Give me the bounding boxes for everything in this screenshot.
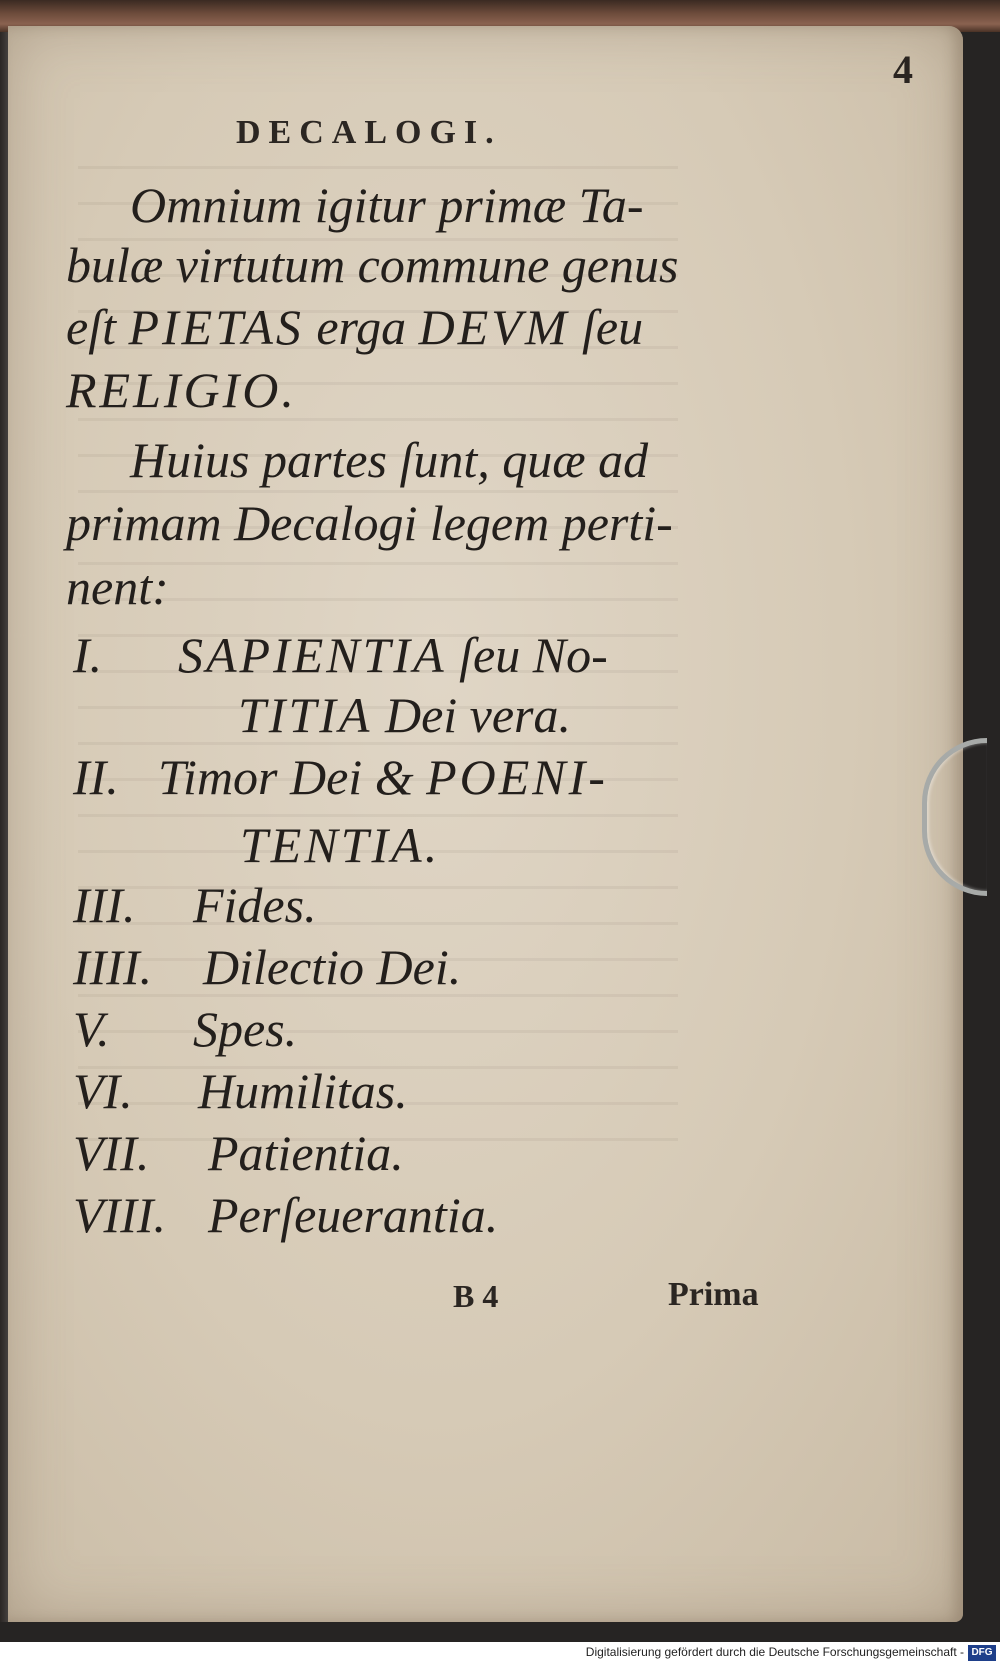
list-item: VII. Patientia.	[73, 1125, 404, 1181]
text-line: nent:	[66, 559, 169, 615]
text-line: RELIGIO.	[66, 362, 294, 418]
list-item: IIII. Dilectio Dei.	[73, 939, 462, 995]
list-item: I. SAPIENTIA ſeu No-	[73, 627, 608, 683]
signature-mark: B 4	[453, 1278, 499, 1314]
list-item: VI. Humilitas.	[73, 1063, 408, 1119]
list-item: TITIA Dei vera.	[238, 687, 572, 743]
list-item: TENTIA.	[240, 817, 438, 873]
book-page	[8, 26, 963, 1622]
list-item: II. Timor Dei & POENI-	[73, 749, 608, 805]
running-header: DECALOGI.	[236, 114, 502, 151]
text-line: eſt PIETAS erga DEVM ſeu	[66, 299, 644, 355]
list-item: III. Fides.	[73, 877, 317, 933]
catchword: Prima	[668, 1276, 759, 1313]
dfg-logo-icon: DFG	[968, 1645, 996, 1661]
text-line: Omnium igitur primæ Ta-	[130, 177, 644, 233]
page-number: 4	[893, 47, 913, 92]
digitization-footer	[0, 1642, 1000, 1668]
footer-credit: Digitalisierung gefördert durch die Deutsche Forschungsgemeinschaft -	[585, 1645, 964, 1659]
list-item: VIII. Perſeuerantia.	[73, 1187, 499, 1243]
text-line: bulæ virtutum commune genus	[66, 237, 679, 293]
text-line: primam Decalogi legem perti-	[66, 495, 673, 551]
list-item: V. Spes.	[73, 1001, 298, 1057]
text-line: Huius partes ſunt, quæ ad	[130, 432, 649, 488]
